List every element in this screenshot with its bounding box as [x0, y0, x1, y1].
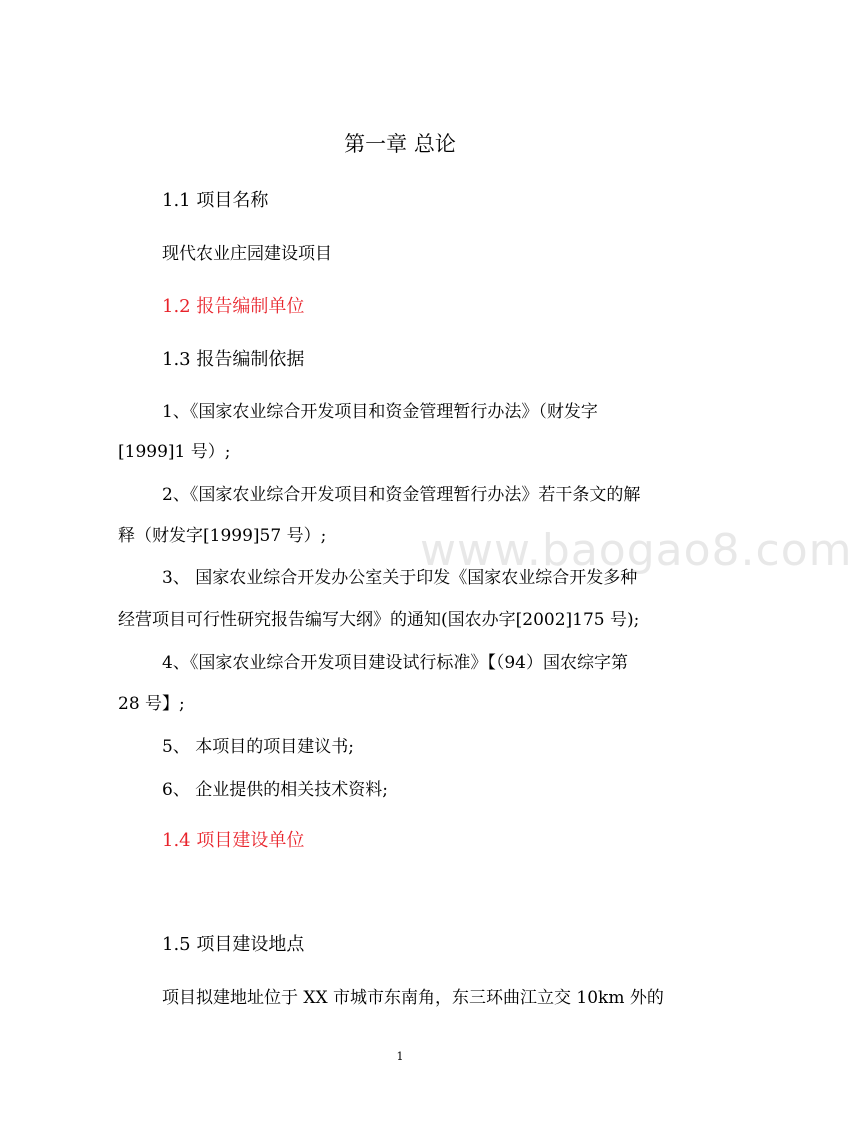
- section-heading-1-3: 1.3 报告编制依据: [162, 349, 305, 370]
- basis-item-1-line2: [1999]1 号）;: [118, 442, 231, 462]
- basis-item-1-line1: 1、《国家农业综合开发项目和资金管理暂行办法》（财发字: [162, 402, 598, 422]
- basis-item-4-line2: 28 号】;: [118, 694, 185, 714]
- section-heading-1-1: 1.1 项目名称: [162, 190, 269, 211]
- watermark: www.baogao8.com: [420, 525, 852, 576]
- basis-item-3-line2: 经营项目可行性研究报告编写大纲》的通知(国农办字[2002]175 号);: [118, 610, 640, 630]
- basis-item-2-line2: 释（财发字[1999]57 号）;: [118, 526, 327, 546]
- basis-item-6: 6、 企业提供的相关技术资料;: [162, 780, 388, 800]
- project-location-text: 项目拟建地址位于 XX 市城市东南角，东三环曲江立交 10km 外的: [162, 988, 664, 1008]
- section-heading-1-4: 1.4 项目建设单位: [162, 830, 305, 851]
- chapter-title: 第一章 总论: [344, 132, 456, 156]
- basis-item-3-line1: 3、 国家农业综合开发办公室关于印发《国家农业综合开发多种: [162, 568, 638, 588]
- project-name-text: 现代农业庄园建设项目: [162, 244, 332, 264]
- page-number: 1: [396, 1050, 404, 1063]
- section-heading-1-5: 1.5 项目建设地点: [162, 934, 305, 955]
- basis-item-4-line1: 4、《国家农业综合开发项目建设试行标准》【（94）国农综字第: [162, 653, 628, 673]
- section-heading-1-2: 1.2 报告编制单位: [162, 296, 305, 317]
- basis-item-5: 5、 本项目的项目建议书;: [162, 737, 354, 757]
- basis-item-2-line1: 2、《国家农业综合开发项目和资金管理暂行办法》若干条文的解: [162, 485, 641, 505]
